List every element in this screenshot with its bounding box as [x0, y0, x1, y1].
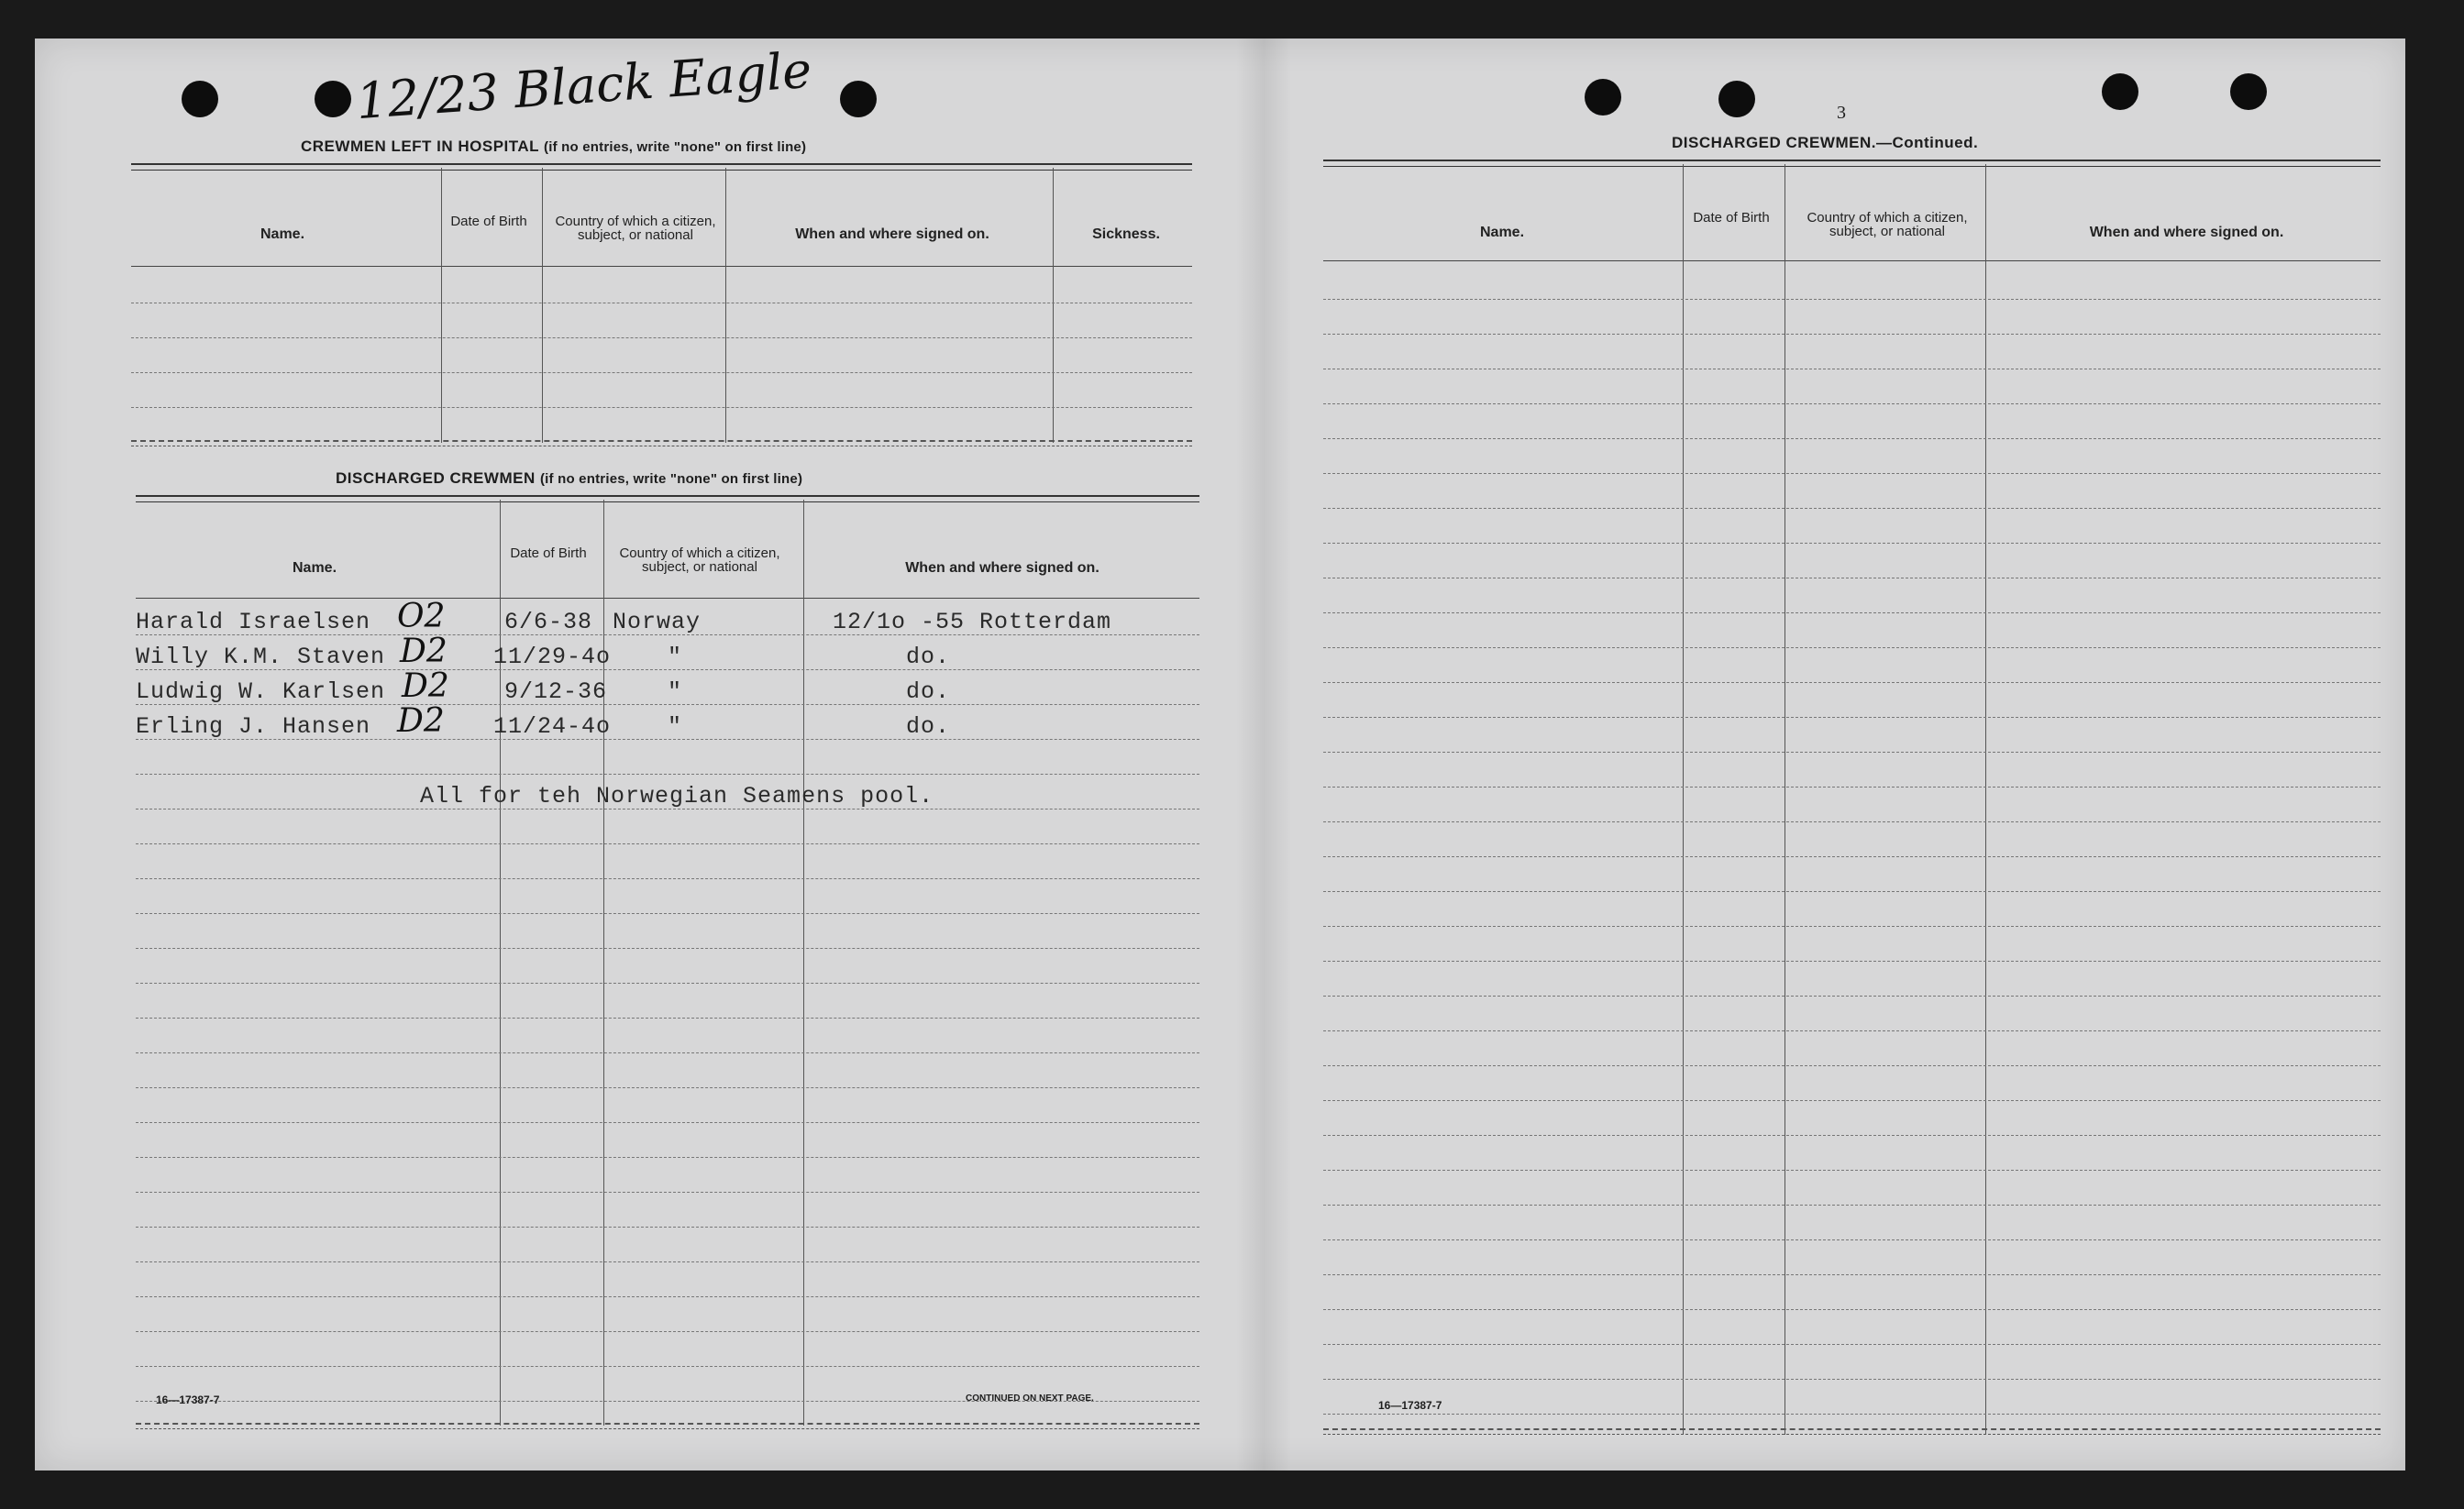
- col-header-dob: Date of Birth: [450, 214, 527, 229]
- ruled-line: [136, 878, 1199, 879]
- ruled-line: [136, 1192, 1199, 1193]
- col-header-dob: Date of Birth: [1693, 210, 1770, 226]
- ruled-line: [136, 1296, 1199, 1297]
- ruled-line: [1323, 1065, 2381, 1066]
- crew-country: ": [668, 644, 683, 670]
- ruled-line: [1323, 647, 2381, 648]
- hospital-section-title: CREWMEN LEFT IN HOSPITAL (if no entries, write "none" on first line): [301, 138, 807, 155]
- crew-country: ": [668, 678, 683, 705]
- ruled-line: [1323, 787, 2381, 788]
- ruled-line: [1323, 752, 2381, 753]
- ruled-line: [1323, 1414, 2381, 1415]
- ruled-line: [136, 948, 1199, 949]
- ruled-line: [1323, 1170, 2381, 1171]
- col-header-signed-on: When and where signed on.: [905, 560, 1099, 576]
- ruled-line: [136, 1227, 1199, 1228]
- ruled-line: [136, 1018, 1199, 1019]
- crew-signed-on: do.: [906, 713, 951, 740]
- discharged-table: [136, 495, 1199, 1430]
- ruled-line: [1323, 438, 2381, 439]
- discharged-continued-table: [1323, 160, 2381, 1434]
- handwritten-mark: D2: [397, 702, 445, 740]
- col-header-country: Country of which a citizen, subject, or national: [1807, 210, 1968, 239]
- crew-name: Willy K.M. Staven: [136, 644, 386, 670]
- handwritten-mark: D2: [402, 667, 449, 705]
- ruled-line: [1323, 473, 2381, 474]
- hospital-table: [131, 163, 1192, 447]
- col-header-name: Name.: [1479, 225, 1525, 240]
- ruled-line: [1323, 543, 2381, 544]
- ruled-line: [1323, 682, 2381, 683]
- ruled-line: [136, 1331, 1199, 1332]
- ruled-line: [1323, 1239, 2381, 1240]
- crew-signed-on: 12/1o -55 Rotterdam: [833, 609, 1112, 635]
- discharged-section-title: DISCHARGED CREWMEN (if no entries, write "none" on first line): [336, 469, 803, 487]
- ruled-line: [136, 1087, 1199, 1088]
- crew-name: Erling J. Hansen: [136, 713, 371, 740]
- handwritten-mark: D2: [400, 633, 447, 670]
- ruled-line: [1323, 1344, 2381, 1345]
- crew-name: Ludwig W. Karlsen: [136, 678, 386, 705]
- ruled-line: [136, 1157, 1199, 1158]
- ruled-line: [136, 913, 1199, 914]
- ruled-line: [1323, 926, 2381, 927]
- page-number: 3: [1837, 103, 1846, 123]
- ruled-line: [1323, 299, 2381, 300]
- manifest-sheet: [35, 39, 2405, 1470]
- col-header-name: Name.: [292, 560, 337, 576]
- ruled-line: [1323, 1274, 2381, 1275]
- ruled-line: [1323, 508, 2381, 509]
- ruled-line: [1323, 1379, 2381, 1380]
- col-header-dob: Date of Birth: [510, 545, 587, 561]
- discharged-continued-title: DISCHARGED CREWMEN.—Continued.: [1672, 134, 1979, 151]
- ruled-line: [1323, 1030, 2381, 1031]
- col-header-name: Name.: [260, 226, 305, 242]
- ruled-line: [1323, 996, 2381, 997]
- col-header-sickness: Sickness.: [1092, 226, 1160, 242]
- ruled-line: [1323, 961, 2381, 962]
- ruled-line: [1323, 1135, 2381, 1136]
- handwritten-header: 12/23 Black Eagle: [354, 40, 814, 131]
- ruled-line: [136, 774, 1199, 775]
- ruled-line: [136, 1261, 1199, 1262]
- ruled-line: [1323, 1100, 2381, 1101]
- ruled-line: [136, 1366, 1199, 1367]
- ruled-line: [136, 843, 1199, 844]
- crew-dob: 9/12-36: [504, 678, 608, 705]
- form-number: 16—17387-7: [156, 1393, 220, 1406]
- crew-dob: 11/24-4o: [493, 713, 612, 740]
- form-number: 16—17387-7: [1378, 1399, 1442, 1412]
- crew-country: ": [668, 713, 683, 740]
- crew-signed-on: do.: [906, 678, 951, 705]
- crew-name: Harald Israelsen: [136, 609, 371, 635]
- ruled-line: [1323, 1205, 2381, 1206]
- ruled-line: [1323, 891, 2381, 892]
- continued-note: CONTINUED ON NEXT PAGE.: [966, 1393, 1094, 1404]
- ruled-line: [1323, 821, 2381, 822]
- ruled-line: [1323, 1309, 2381, 1310]
- crew-country: Norway: [613, 609, 702, 635]
- ruled-line: [136, 1052, 1199, 1053]
- ruled-line: [1323, 612, 2381, 613]
- crew-dob: 11/29-4o: [493, 644, 612, 670]
- left-page: [90, 39, 1209, 1470]
- crew-signed-on: do.: [906, 644, 951, 670]
- ruled-line: [1323, 717, 2381, 718]
- ruled-line: [1323, 856, 2381, 857]
- ruled-line: [136, 1122, 1199, 1123]
- ruled-line: [1323, 403, 2381, 404]
- col-header-signed-on: When and where signed on.: [795, 226, 989, 242]
- ruled-line: [136, 983, 1199, 984]
- right-page: [1282, 39, 2382, 1470]
- pool-note: All for teh Norwegian Seamens pool.: [420, 783, 934, 810]
- col-header-country: Country of which a citizen, subject, or national: [555, 214, 716, 243]
- crew-dob: 6/6-38: [504, 609, 593, 635]
- col-header-signed-on: When and where signed on.: [2089, 225, 2284, 240]
- handwritten-mark: O2: [397, 598, 446, 635]
- col-header-country: Country of which a citizen, subject, or national: [619, 545, 780, 575]
- ruled-line: [1323, 334, 2381, 335]
